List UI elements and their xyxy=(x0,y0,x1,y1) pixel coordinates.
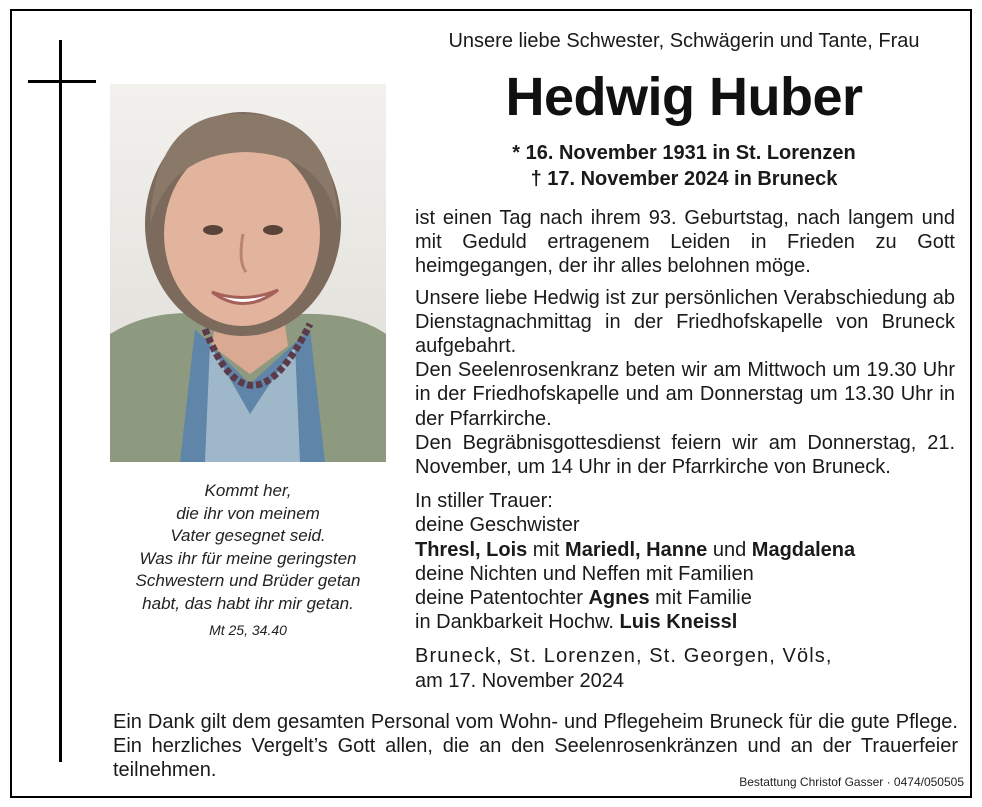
mourner-name: Mariedl, Hanne xyxy=(565,538,708,561)
quote-line: die ihr von meinem xyxy=(176,503,320,523)
paragraph-viewing: Unsere liebe Hedwig ist zur persönlichen Verabschiedung ab Dienstagnachmittag in der Friedhofskapelle von Bruneck aufgebahrt. xyxy=(415,286,955,358)
godchild-line xyxy=(415,586,955,610)
priest-line xyxy=(415,610,955,634)
quote-line: Vater gesegnet seid. xyxy=(170,526,326,545)
undertaker-credit: Bestattung Christof Gasser · 0474/050505 xyxy=(739,775,964,789)
siblings-names xyxy=(415,538,955,562)
thanks-paragraph: Ein Dank gilt dem gesamten Personal vom Wohn- und Pflegeheim Bruneck für die gute Pflege. Ein herzliches Vergelt’s Gott allen, die an den Seelenrosenkränzen und an der Trauerfeier teilnehmen. xyxy=(113,711,958,782)
mourners-list xyxy=(415,489,955,634)
quote-line: Was ihr für meine geringsten xyxy=(139,548,357,568)
intro-line: Unsere liebe Schwester, Schwägerin und Tante, Frau xyxy=(448,30,920,52)
mourner-name: Thresl, Lois xyxy=(415,538,528,561)
paragraph-rosary: Den Seelenrosenkranz beten wir am Mittwoch um 19.30 Uhr in der Friedhofskapelle und am Donnerstag um 13.30 Uhr in der Pfarrkirche. xyxy=(415,359,955,430)
connector-text: mit xyxy=(527,538,566,561)
cross-vertical-bar xyxy=(59,40,62,762)
connector-text: und xyxy=(707,538,752,561)
mourner-name: Magdalena xyxy=(751,538,856,561)
priest-name: Luis Kneissl xyxy=(619,611,738,634)
paragraph-passing: ist einen Tag nach ihrem 93. Geburtstag, nach langem und mit Geduld ertragenem Leiden in Frieden zu Gott heimgegangen, der ihr alles belohnen möge. xyxy=(415,207,955,278)
quote-line: Schwestern und Brüder getan xyxy=(135,571,361,590)
deceased-name: Hedwig Huber xyxy=(505,67,863,127)
mourners-heading: In stiller Trauer: xyxy=(415,490,553,513)
quote-line: Kommt her, xyxy=(204,481,292,500)
nieces-line: deine Nichten und Neffen mit Familien xyxy=(415,562,754,585)
godchild-prefix: deine Patentochter xyxy=(415,587,589,610)
paragraph-funeral: Den Begräbnisgottesdienst feiern wir am Donnerstag, 21. November, um 14 Uhr in der Pfarrkirche von Bruneck. xyxy=(415,431,955,479)
quote-line: habt, das habt ihr mir getan. xyxy=(142,593,354,613)
obituary-text xyxy=(415,206,955,693)
siblings-label: deine Geschwister xyxy=(415,514,580,537)
godchild-suffix: mit Familie xyxy=(649,587,752,610)
death-line: † 17. November 2024 in Bruneck xyxy=(530,168,838,190)
date-line: am 17. November 2024 xyxy=(415,669,625,692)
place-line: Bruneck, St. Lorenzen, St. Georgen, Völs, xyxy=(415,645,833,668)
birth-line: * 16. November 1931 in St. Lorenzen xyxy=(512,142,856,164)
bible-quote xyxy=(100,480,396,642)
place-date xyxy=(415,644,955,692)
portrait-photo xyxy=(110,84,386,462)
quote-reference: Mt 25, 34.40 xyxy=(209,622,287,638)
godchild-name: Agnes xyxy=(588,587,650,610)
priest-prefix: in Dankbarkeit Hochw. xyxy=(415,611,620,634)
cross-horizontal-bar xyxy=(28,80,96,83)
